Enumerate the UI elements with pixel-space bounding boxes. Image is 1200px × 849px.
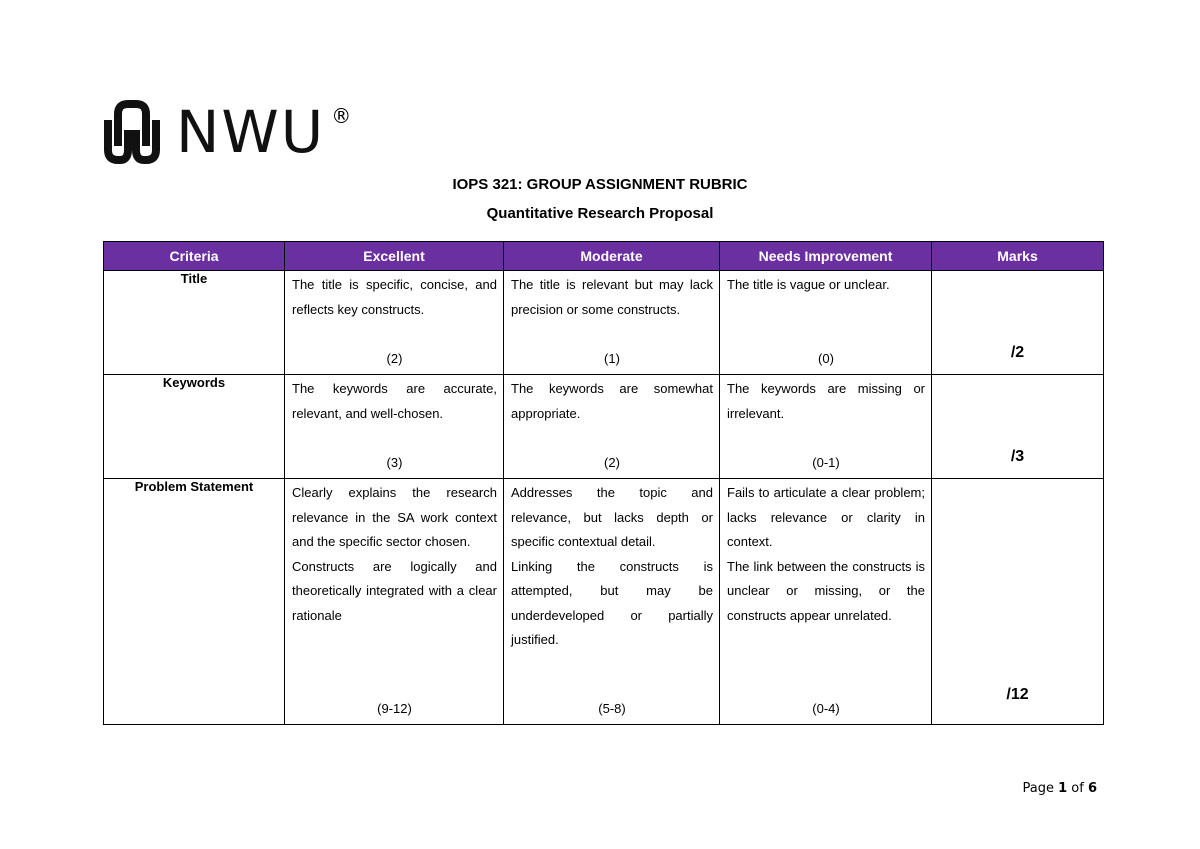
table-row <box>104 375 1104 479</box>
marks-cell <box>932 375 1104 479</box>
excellent-cell <box>285 479 504 725</box>
moderate-description: The title is relevant but may lack precision or some constructs. <box>511 277 713 317</box>
header-excellent: Excellent <box>285 242 504 271</box>
registered-mark: ® <box>331 104 352 128</box>
needs-improvement-cell <box>720 375 932 479</box>
page-footer <box>1022 781 1097 796</box>
header-criteria: Criteria <box>104 242 285 271</box>
excellent-cell <box>285 375 504 479</box>
table-row <box>104 479 1104 725</box>
marks-value: /3 <box>1010 448 1025 465</box>
excellent-cell <box>285 271 504 375</box>
page-word: Page <box>1022 781 1054 796</box>
moderate-points: (1) <box>604 351 620 366</box>
marks-value: /12 <box>1006 686 1029 703</box>
excellent-description: The keywords are accurate, relevant, and well-chosen. <box>292 381 497 421</box>
criteria-cell: Keywords <box>104 375 285 479</box>
moderate-description-2: Linking the constructs is attempted, but may be underdeveloped or partially justified. <box>511 558 713 647</box>
page-number: 1 <box>1058 781 1068 796</box>
marks-cell <box>932 479 1104 725</box>
of-word: of <box>1071 781 1084 796</box>
header-marks: Marks <box>932 242 1104 271</box>
excellent-description-2: Constructs are logically and theoretically integrated with a clear rationale <box>292 558 497 623</box>
excellent-points: (9-12) <box>377 701 412 716</box>
needs-improvement-points: (0) <box>818 351 834 366</box>
header-needs-improvement: Needs Improvement <box>720 242 932 271</box>
moderate-cell <box>504 479 720 725</box>
header-moderate: Moderate <box>504 242 720 271</box>
excellent-description: Clearly explains the research relevance in the SA work context and the specific sector chosen. <box>292 485 497 549</box>
excellent-points: (2) <box>386 351 403 366</box>
marks-value: /2 <box>1010 344 1025 361</box>
moderate-description: The keywords are somewhat appropriate. <box>511 381 713 421</box>
moderate-description: Addresses the topic and relevance, but lacks depth or specific contextual detail. <box>511 485 713 549</box>
table-row <box>104 271 1104 375</box>
needs-improvement-points: (0-4) <box>812 701 840 716</box>
document-title: IOPS 321: GROUP ASSIGNMENT RUBRIC <box>452 176 748 193</box>
needs-improvement-description: Fails to articulate a clear problem; lacks relevance or clarity in context. <box>727 485 925 549</box>
nwu-emblem-icon <box>102 100 162 164</box>
rubric-table <box>103 241 1104 725</box>
needs-improvement-points: (0-1) <box>812 455 840 470</box>
needs-improvement-cell <box>720 271 932 375</box>
moderate-points: (2) <box>604 455 620 470</box>
moderate-cell <box>504 375 720 479</box>
excellent-points: (3) <box>386 455 403 470</box>
needs-improvement-description-2: The link between the constructs is unclear or missing, or the constructs appear unrelated. <box>727 558 925 623</box>
logo-wordmark: NWU <box>176 98 326 166</box>
needs-improvement-description: The title is vague or unclear. <box>727 277 890 292</box>
criteria-cell: Title <box>104 271 285 375</box>
criteria-cell: Problem Statement <box>104 479 285 725</box>
page-total: 6 <box>1087 781 1097 796</box>
nwu-logo <box>102 100 351 164</box>
moderate-cell <box>504 271 720 375</box>
marks-cell <box>932 271 1104 375</box>
header-row <box>104 242 1104 271</box>
document-subtitle: Quantitative Research Proposal <box>486 205 714 222</box>
needs-improvement-cell <box>720 479 932 725</box>
needs-improvement-description: The keywords are missing or irrelevant. <box>727 381 925 421</box>
excellent-description: The title is specific, concise, and reflects key constructs. <box>292 277 497 317</box>
moderate-points: (5-8) <box>598 701 626 716</box>
